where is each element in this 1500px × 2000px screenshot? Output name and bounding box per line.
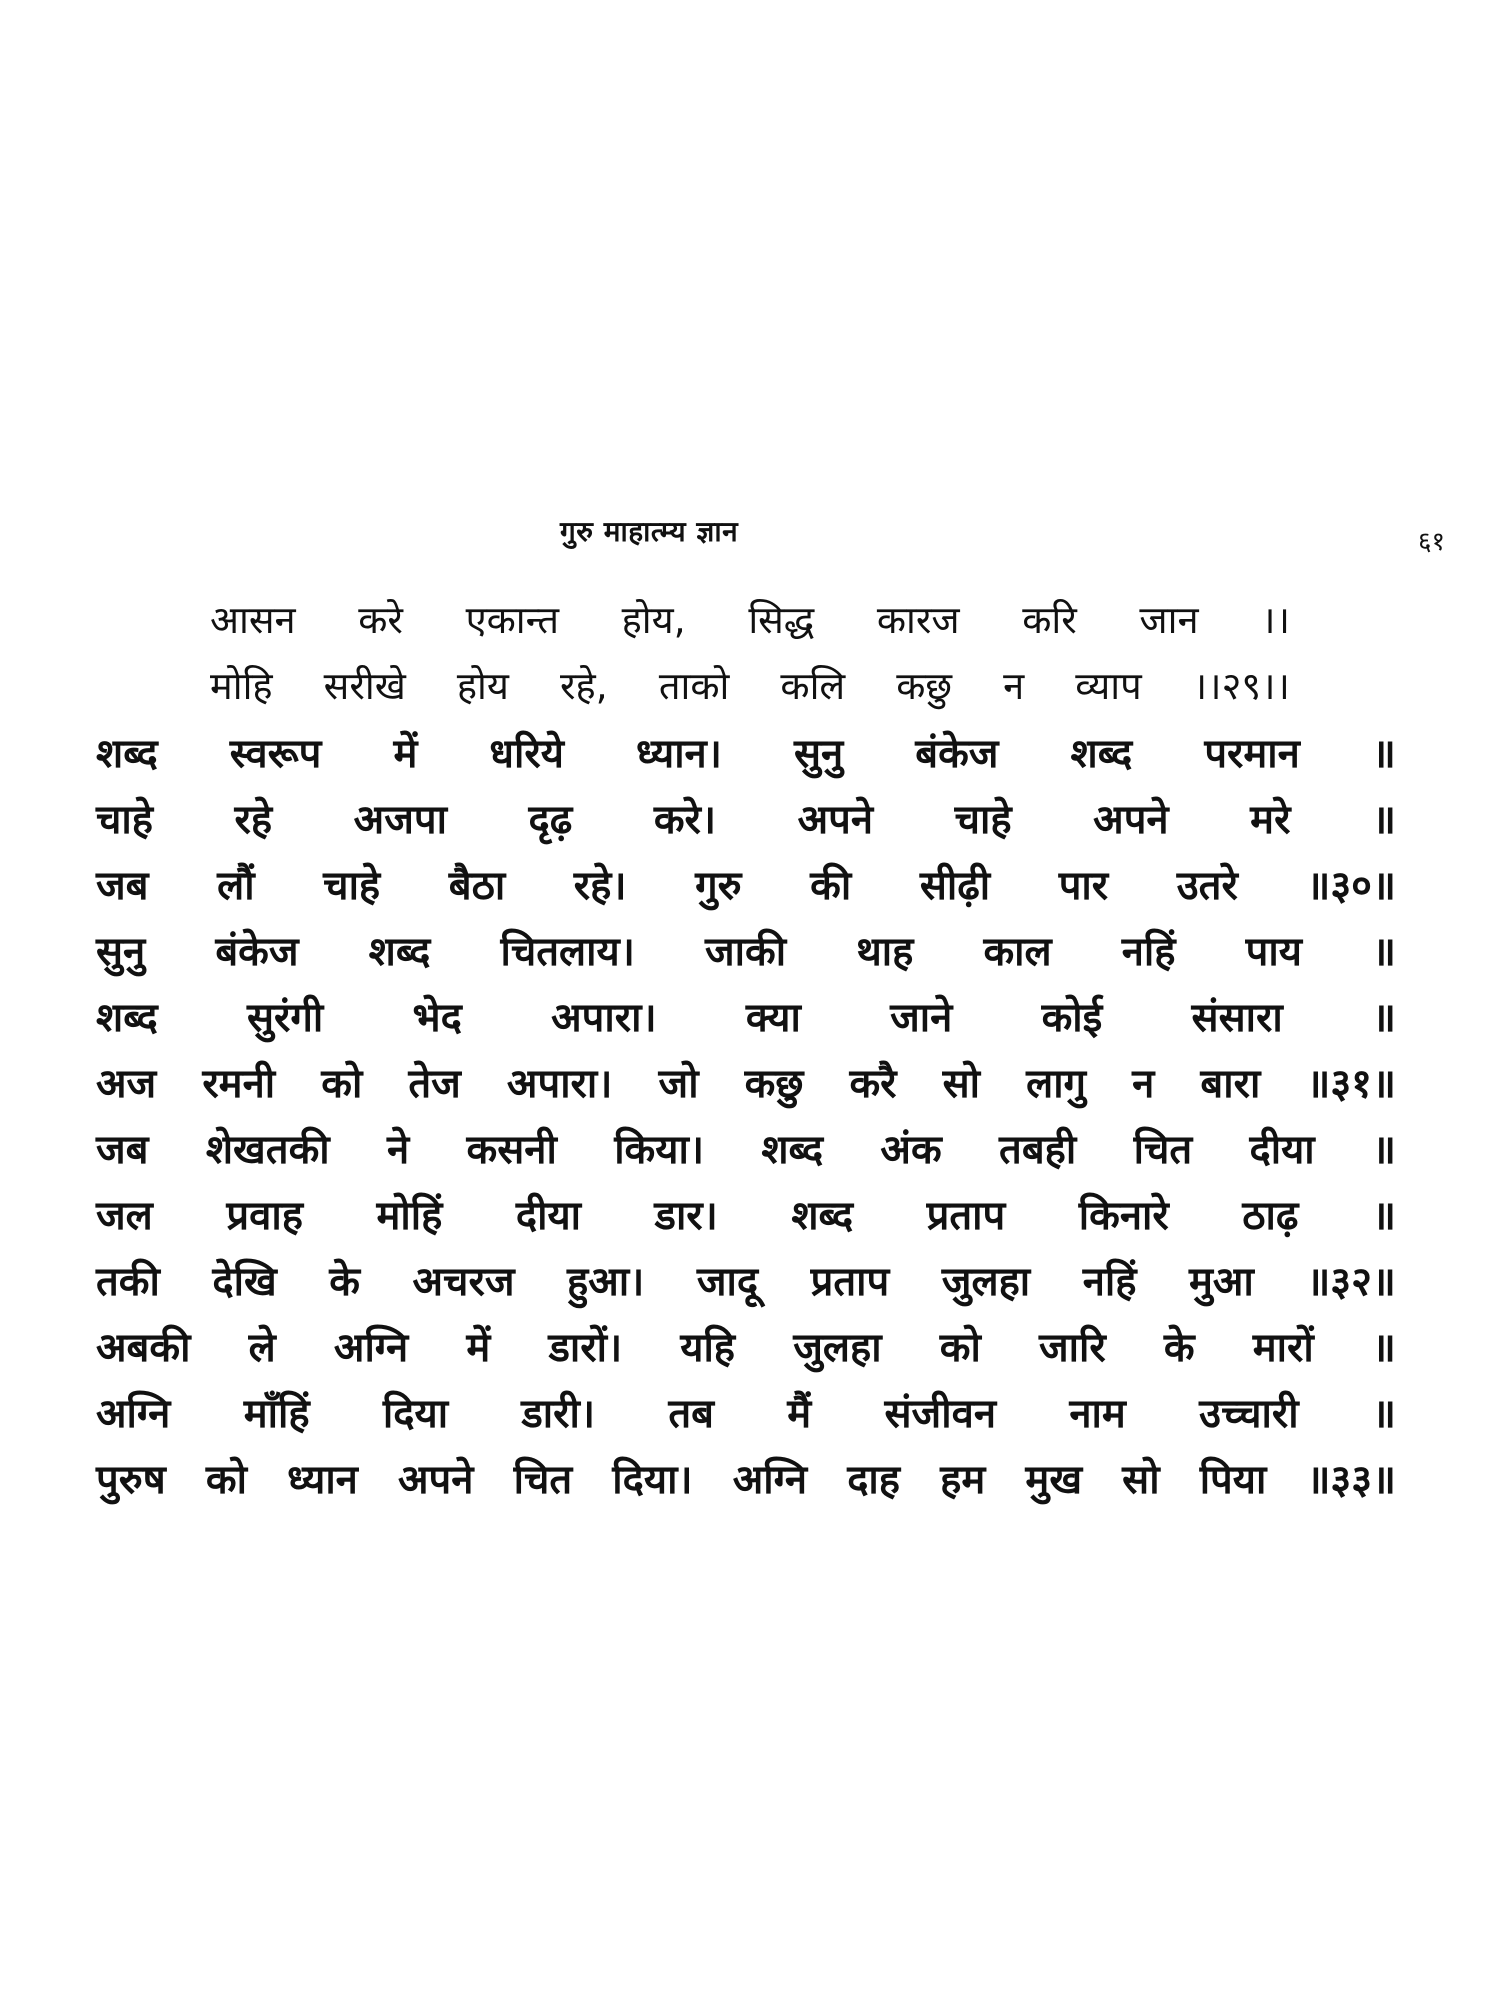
verse-line bbox=[96, 1116, 1396, 1178]
verse-word: ॥ bbox=[1371, 796, 1396, 843]
verse-word: करे bbox=[358, 598, 403, 642]
verse-word: मोहिं bbox=[376, 1192, 443, 1239]
verse-word: चाहे bbox=[323, 862, 381, 909]
verse-line bbox=[96, 1050, 1396, 1112]
verse-word: जादू bbox=[696, 1258, 759, 1305]
verse-word: के bbox=[329, 1258, 360, 1305]
verse-word: ॥३१॥ bbox=[1306, 1060, 1396, 1107]
verse-word: आसन bbox=[210, 598, 296, 642]
verse-word: दिया bbox=[382, 1390, 449, 1437]
verse-word: ॥३२॥ bbox=[1306, 1258, 1396, 1305]
verse-word: बंकेज bbox=[215, 928, 299, 975]
verse-word: अपारा। bbox=[551, 994, 657, 1041]
verse-word: में bbox=[393, 730, 418, 777]
verse-word: सरीखे bbox=[323, 664, 406, 708]
verse-word: को bbox=[939, 1324, 981, 1371]
verse-word: डारी। bbox=[521, 1390, 596, 1437]
intro-line bbox=[210, 588, 1290, 650]
verse-word: ॥३०॥ bbox=[1306, 862, 1396, 909]
verse-word: उतरे bbox=[1176, 862, 1238, 909]
verse-word: जल bbox=[96, 1192, 153, 1239]
verse-word: जुलहा bbox=[793, 1324, 882, 1371]
verse-word: ॥ bbox=[1371, 1192, 1396, 1239]
verse-word: न bbox=[1132, 1060, 1155, 1107]
verse-word: ।।२९।। bbox=[1192, 664, 1290, 708]
verse-word: अपने bbox=[398, 1456, 474, 1503]
verse-word: सुनु bbox=[96, 928, 146, 975]
verse-word: नहिं bbox=[1082, 1258, 1137, 1305]
verse-word: ॥ bbox=[1372, 1126, 1396, 1173]
verse-word: रहे। bbox=[573, 862, 627, 909]
verse-word: सो bbox=[942, 1060, 981, 1107]
verse-line bbox=[96, 786, 1396, 848]
verse-word: अज bbox=[96, 1060, 157, 1107]
verse-word: जाकी bbox=[704, 928, 787, 975]
verse-word: चित bbox=[1133, 1126, 1193, 1173]
verse-word: जब bbox=[96, 862, 149, 909]
verse-word: अंक bbox=[880, 1126, 942, 1173]
verse-word: व्याप bbox=[1075, 664, 1142, 708]
verse-word: लौं bbox=[217, 862, 255, 909]
verse-word: तकी bbox=[96, 1258, 160, 1305]
verse-word: ध्यान। bbox=[635, 730, 722, 777]
verse-word: शेखतकी bbox=[205, 1126, 330, 1173]
verse-word: कलि bbox=[780, 664, 846, 708]
verse-word: चाहे bbox=[954, 796, 1012, 843]
verse-word: संजीवन bbox=[884, 1390, 997, 1437]
verse-word: ने bbox=[387, 1126, 410, 1173]
verse-word: बैठा bbox=[448, 862, 506, 909]
verse-line bbox=[96, 1248, 1396, 1310]
verse-word: तबही bbox=[999, 1126, 1077, 1173]
verse-word: ॥ bbox=[1371, 1324, 1396, 1371]
verse-word: डारों। bbox=[548, 1324, 623, 1371]
verse-word: प्रवाह bbox=[226, 1192, 303, 1239]
verse-word: जारि bbox=[1038, 1324, 1106, 1371]
verse-word: नहिं bbox=[1121, 928, 1176, 975]
verse-word: मारों bbox=[1252, 1324, 1314, 1371]
verse-word: मोहि bbox=[210, 664, 273, 708]
verse-word: अग्नि bbox=[333, 1324, 409, 1371]
verse-word: काल bbox=[983, 928, 1052, 975]
verse-word: देखि bbox=[212, 1258, 277, 1305]
verse-word: चाहे bbox=[96, 796, 153, 843]
verse-word: ।। bbox=[1261, 598, 1290, 642]
verse-word: ॥ bbox=[1371, 1390, 1396, 1437]
verse-word: बारा bbox=[1200, 1060, 1261, 1107]
verse-line bbox=[96, 852, 1396, 914]
verse-word: चित bbox=[513, 1456, 573, 1503]
verse-word: पाय bbox=[1245, 928, 1302, 975]
verse-word: रमनी bbox=[202, 1060, 276, 1107]
verse-word: अपने bbox=[1093, 796, 1169, 843]
verse-word: शब्द bbox=[791, 1192, 854, 1239]
verse-word: करै bbox=[849, 1060, 897, 1107]
verse-word: पिया bbox=[1199, 1456, 1267, 1503]
verse-word: नाम bbox=[1069, 1390, 1126, 1437]
verse-word: ॥ bbox=[1371, 928, 1396, 975]
verse-word: जब bbox=[96, 1126, 149, 1173]
verse-word: शब्द bbox=[761, 1126, 824, 1173]
verse-word: कारज bbox=[876, 598, 960, 642]
running-head: गुरु माहात्म्य ज्ञान bbox=[560, 515, 739, 548]
verse-word: चितलाय। bbox=[500, 928, 635, 975]
verse-word: क्या bbox=[745, 994, 801, 1041]
verse-word: उच्चारी bbox=[1199, 1390, 1299, 1437]
verse-word: रहे bbox=[234, 796, 273, 843]
verse-word: जो bbox=[658, 1060, 699, 1107]
verse-word: अग्नि bbox=[732, 1456, 808, 1503]
verse-word: सुनु bbox=[793, 730, 844, 777]
verse-word: जुलहा bbox=[941, 1258, 1031, 1305]
verse-word: अजपा bbox=[353, 796, 447, 843]
verse-word: एकान्त bbox=[465, 598, 559, 642]
verse-word: होय bbox=[456, 664, 509, 708]
verse-word: दृढ़ bbox=[528, 796, 573, 843]
verse-word: प्रताप bbox=[926, 1192, 1006, 1239]
verse-word: हुआ। bbox=[567, 1258, 645, 1305]
verse-word: कछु bbox=[896, 664, 953, 708]
verse-word: को bbox=[205, 1456, 247, 1503]
verse-word: भेद bbox=[412, 994, 462, 1041]
verse-word: न bbox=[1003, 664, 1025, 708]
verse-word: मैं bbox=[787, 1390, 812, 1437]
verse-word: बंकेज bbox=[915, 730, 999, 777]
verse-word: को bbox=[321, 1060, 363, 1107]
verse-line bbox=[96, 1446, 1396, 1508]
verse-word: प्रताप bbox=[810, 1258, 890, 1305]
verse-word: थाह bbox=[856, 928, 914, 975]
verse-word: होय, bbox=[621, 598, 686, 642]
verse-word: शब्द bbox=[96, 994, 158, 1041]
verse-line bbox=[96, 1182, 1396, 1244]
verse-word: अबकी bbox=[96, 1324, 191, 1371]
verse-word: करि bbox=[1022, 598, 1077, 642]
verse-word: कसनी bbox=[466, 1126, 557, 1173]
verse-word: ताको bbox=[658, 664, 730, 708]
verse-word: ध्यान bbox=[287, 1456, 358, 1503]
verse-word: हम bbox=[940, 1456, 986, 1503]
verse-word: शब्द bbox=[96, 730, 158, 777]
verse-word: करे। bbox=[653, 796, 717, 843]
verse-word: शब्द bbox=[368, 928, 431, 975]
verse-word: दीया bbox=[515, 1192, 582, 1239]
verse-word: पुरुष bbox=[96, 1456, 166, 1503]
verse-word: किया। bbox=[614, 1126, 704, 1173]
verse-word: अचरज bbox=[412, 1258, 515, 1305]
verse-word: पार bbox=[1058, 862, 1109, 909]
verse-word: अपने bbox=[797, 796, 874, 843]
verse-word: अपारा। bbox=[506, 1060, 613, 1107]
verse-word: सिद्ध bbox=[748, 598, 815, 642]
verse-word: की bbox=[810, 862, 852, 909]
verse-word: ठाढ़ bbox=[1242, 1192, 1299, 1239]
page-number: ६१ bbox=[1418, 527, 1446, 557]
verse-word: गुरु bbox=[695, 862, 742, 909]
verse-word: दीया bbox=[1249, 1126, 1315, 1173]
intro-line bbox=[210, 654, 1290, 716]
verse-word: डार। bbox=[654, 1192, 718, 1239]
verse-word: कोई bbox=[1041, 994, 1103, 1041]
verse-line bbox=[96, 1314, 1396, 1376]
verse-word: कछु bbox=[744, 1060, 804, 1107]
verse-word: जाने bbox=[890, 994, 953, 1041]
verse-word: दाह bbox=[847, 1456, 901, 1503]
verse-word: मुआ bbox=[1189, 1258, 1254, 1305]
verse-word: धरिये bbox=[489, 730, 564, 777]
verse-word: मरे bbox=[1250, 796, 1291, 843]
verse-word: रहे, bbox=[559, 664, 608, 708]
verse-word: लागु bbox=[1026, 1060, 1087, 1107]
verse-word: ॥ bbox=[1371, 730, 1396, 777]
verse-word: तब bbox=[668, 1390, 714, 1437]
verse-word: शब्द bbox=[1070, 730, 1133, 777]
verse-line bbox=[96, 720, 1396, 782]
verse-word: जान bbox=[1139, 598, 1199, 642]
verse-word: दिया। bbox=[612, 1456, 693, 1503]
verse-word: संसारा bbox=[1191, 994, 1283, 1041]
verse-word: सो bbox=[1122, 1456, 1160, 1503]
verse-word: अग्नि bbox=[96, 1390, 171, 1437]
verse-word: के bbox=[1163, 1324, 1195, 1371]
verse-word: यहि bbox=[680, 1324, 736, 1371]
verse-word: सीढ़ी bbox=[919, 862, 991, 909]
verse-word: स्वरूप bbox=[229, 730, 322, 777]
verse-word: ले bbox=[248, 1324, 276, 1371]
verse-word: ॥३३॥ bbox=[1306, 1456, 1396, 1503]
verse-line bbox=[96, 1380, 1396, 1442]
verse-line bbox=[96, 984, 1396, 1046]
verse-word: परमान bbox=[1204, 730, 1300, 777]
verse-word: किनारे bbox=[1078, 1192, 1169, 1239]
verse-word: ॥ bbox=[1371, 994, 1396, 1041]
verse-word: मुख bbox=[1025, 1456, 1083, 1503]
verse-word: सुरंगी bbox=[247, 994, 324, 1041]
verse-line bbox=[96, 918, 1396, 980]
verse-word: माँहिं bbox=[243, 1390, 310, 1437]
verse-word: तेज bbox=[408, 1060, 461, 1107]
verse-word: में bbox=[466, 1324, 491, 1371]
